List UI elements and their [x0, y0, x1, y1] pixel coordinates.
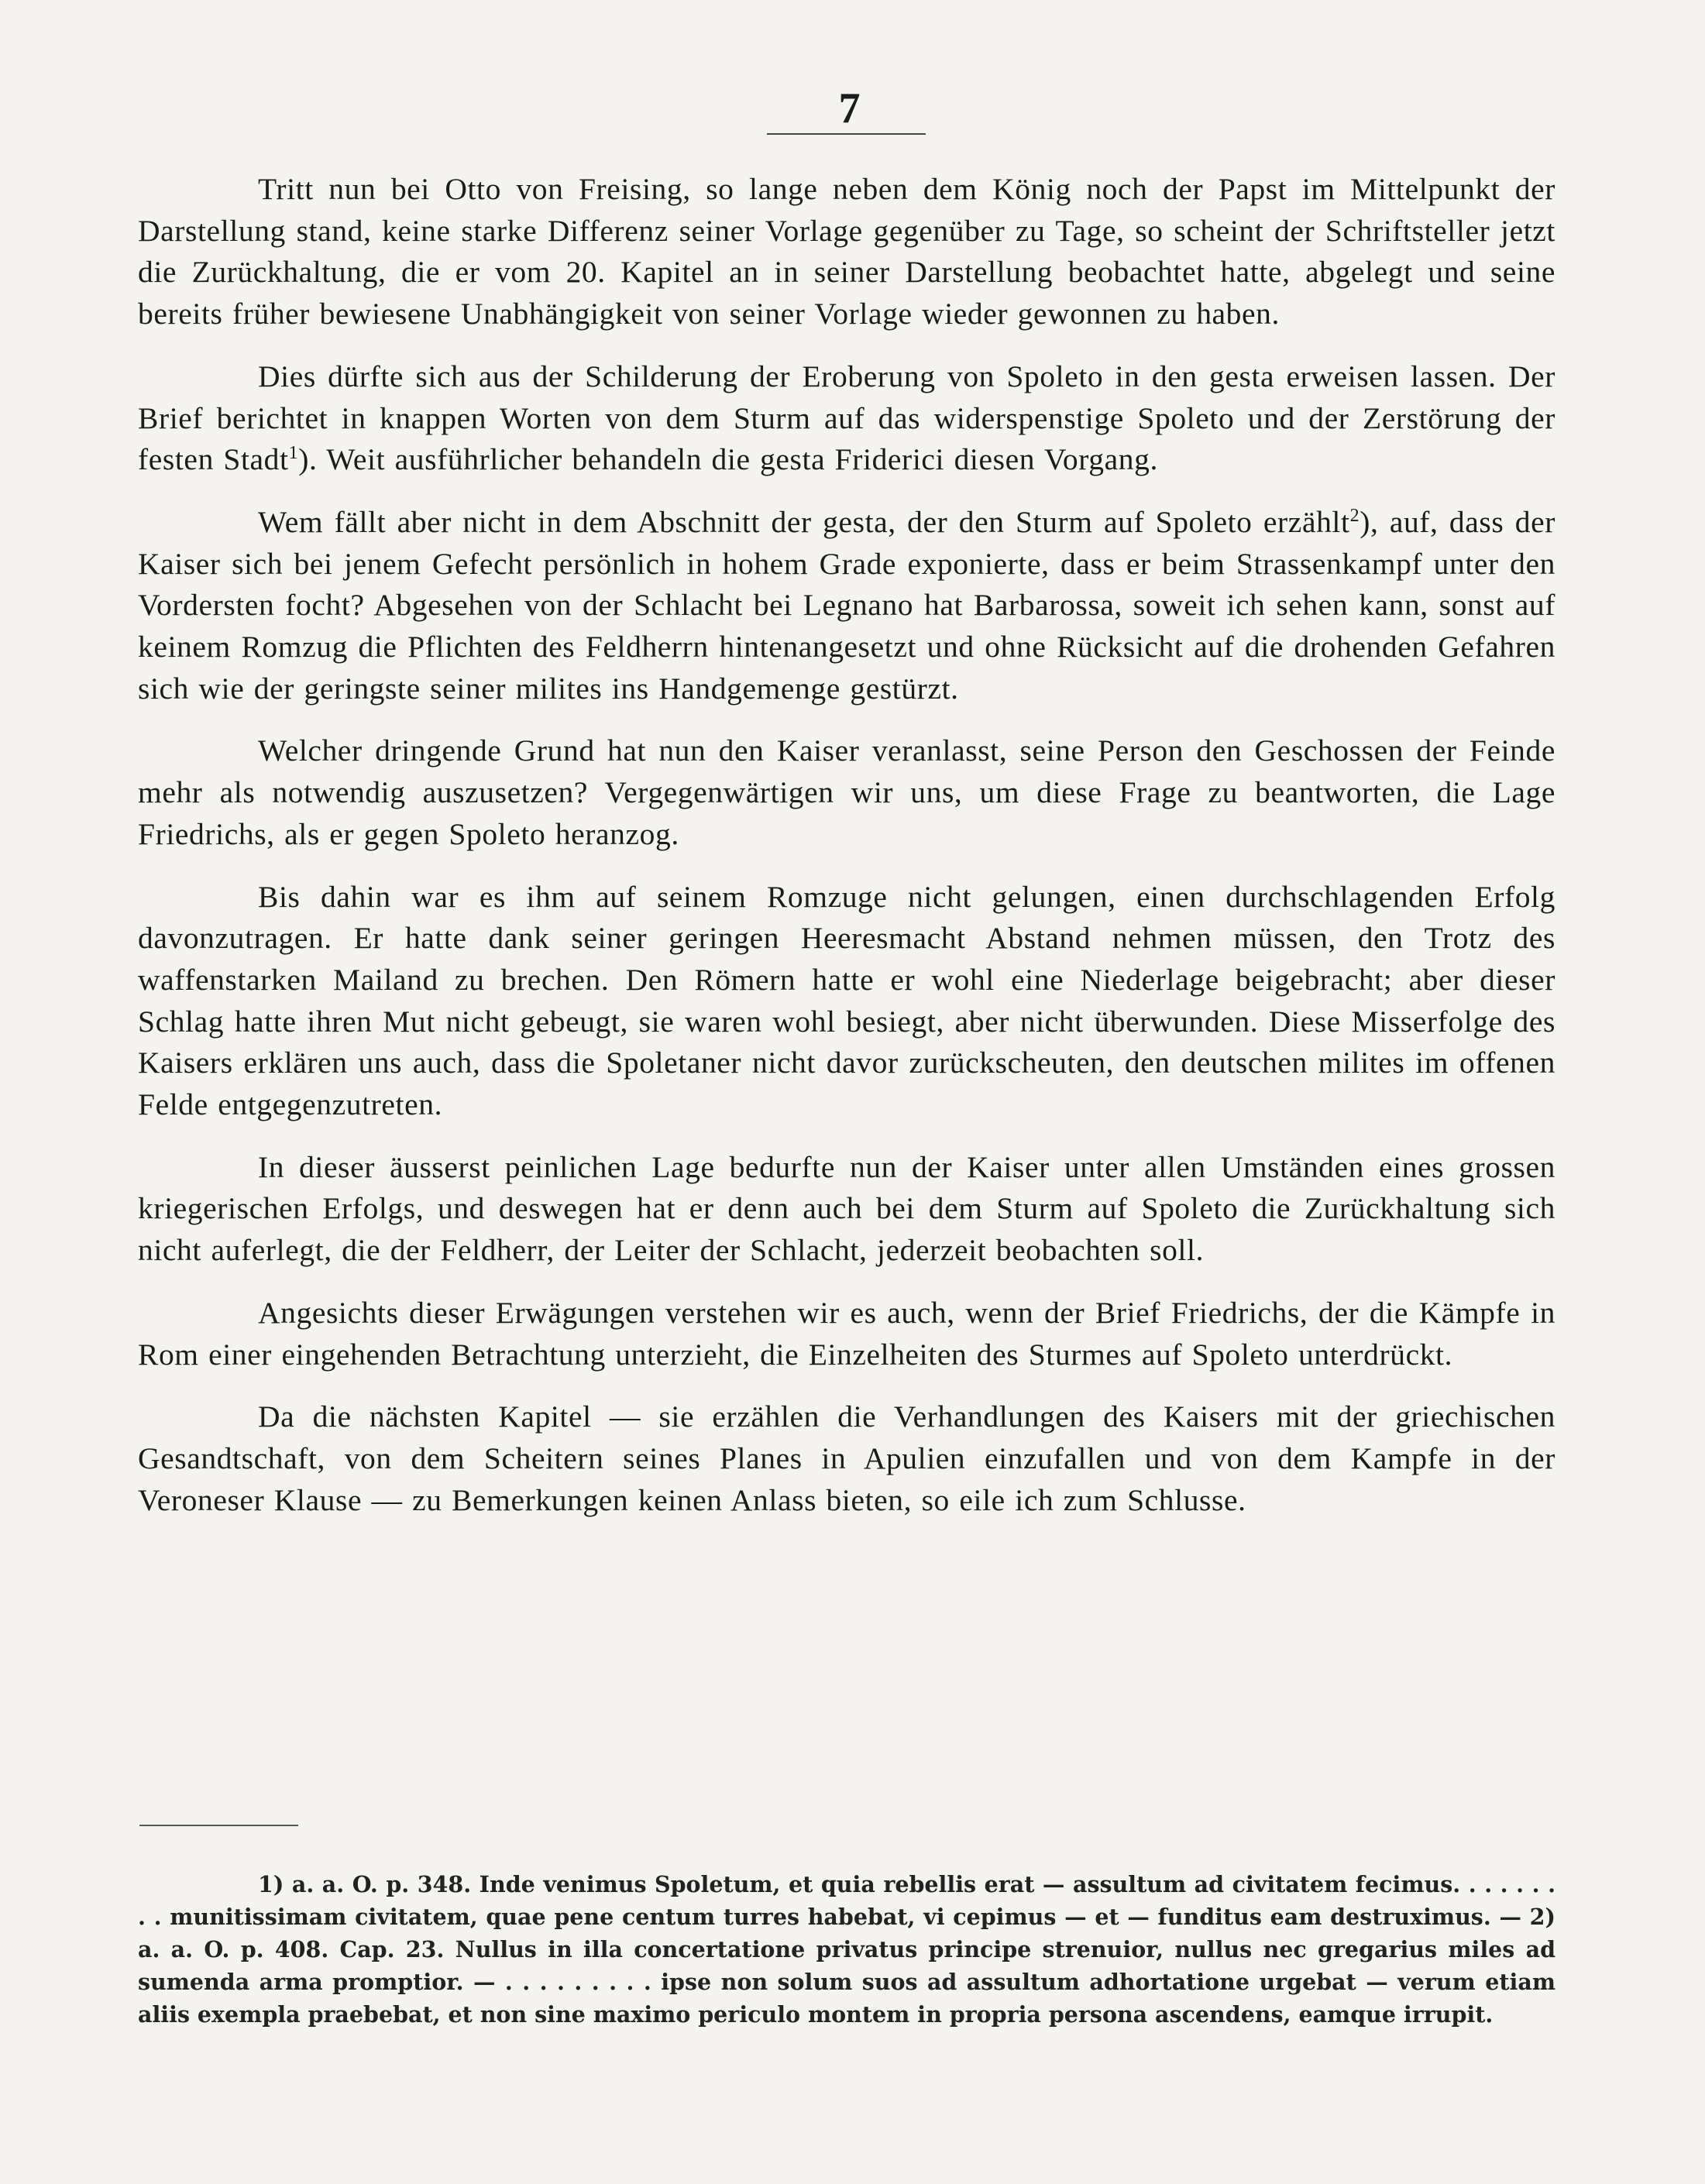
- paragraph-3-text: Wem fällt aber nicht in dem Abschnitt der gesta, der den Sturm auf Spoleto erzählt: [258, 504, 1350, 539]
- paragraph-2: [138, 356, 1555, 481]
- paragraph-4: Welcher dringende Grund hat nun den Kaiser veranlasst, seine Person den Geschossen der Feinde mehr als notwendig auszusetzen? Vergegenwärtigen wir uns, um diese Frage zu beantworten, die Lage Friedrichs, als er gegen Spoleto heranzog.: [138, 733, 1555, 851]
- footnote-text: 1) a. a. O. p. 348. Inde venimus Spoletum, et quia rebellis erat — assultum ad civitatem fecimus. . . . . . . . . munitissimam civitatem, quae pene centum turres habebat, vi cepimus — et — funditus eam destruximus. — 2) a. a. O. p. 408. Cap. 23. Nullus in illa concertatione privatus principe strenuior, nullus nec gregarius miles ad sumenda arma promptior. — . . . . . . . . . ipse non solum suos ad assultum adhortatione urgebat — verum etiam aliis exempla praebebat, et non sine maximo periculo montem in propria persona ascendens, eamque irrupit.: [138, 1871, 1555, 2028]
- paragraph-2-text: Dies dürfte sich aus der Schilderung der Eroberung von Spoleto in den gesta erweisen lassen. Der Brief berichtet in knappen Worten von dem Sturm auf das widerspenstige Spoleto und der Zerstörung der festen Stadt: [138, 359, 1555, 477]
- paragraph-3: [138, 502, 1555, 710]
- footnote-rule: [139, 1825, 298, 1826]
- page-number-rule: [767, 133, 926, 135]
- paragraph-2-tail: ). Weit ausführlicher behandeln die gesta Friderici diesen Vorgang.: [298, 442, 1158, 477]
- paragraph-6: In dieser äusserst peinlichen Lage bedurfte nun der Kaiser unter allen Umständen eines grossen kriegerischen Erfolgs, und deswegen hat er denn auch bei dem Sturm auf Spoleto die Zurückhaltung sich nicht auferlegt, die der Feldherr, der Leiter der Schlacht, jederzeit beobachten soll.: [138, 1149, 1555, 1268]
- page-number-text: 7: [838, 84, 861, 132]
- paragraph-3-tail: ), auf, dass der Kaiser sich bei jenem Gefecht persönlich in hohem Grade exponierte, dass er beim Strassenkampf unter den Vordersten focht? Abgesehen von der Schlacht bei Legnano hat Barbarossa, soweit ich sehen kann, sonst auf keinem Romzug die Pflichten des Feldherrn hintenangesetzt und ohne Rücksicht auf die drohenden Gefahren sich wie der geringste seiner milites ins Handgemenge gestürzt.: [138, 504, 1555, 706]
- page-number: [0, 84, 1705, 133]
- body-text: [138, 169, 1555, 1542]
- footnote-ref-1: 1: [288, 443, 299, 464]
- paragraph-1: Tritt nun bei Otto von Freising, so lange neben dem König noch der Papst im Mittelpunkt der Darstellung stand, keine starke Differenz seiner Vorlage gegenüber zu Tage, so scheint der Schriftsteller jetzt die Zurückhaltung, die er vom 20. Kapitel an in seiner Darstellung beobachtet hatte, abgelegt und seine bereits früher bewiesene Unabhängigkeit von seiner Vorlage wieder gewonnen zu haben.: [138, 172, 1555, 331]
- paragraph-5: Bis dahin war es ihm auf seinem Romzuge nicht gelungen, einen durchschlagenden Erfolg davonzutragen. Er hatte dank seiner geringen Heeresmacht Abstand nehmen müssen, den Trotz des waffenstarken Mailand zu brechen. Den Römern hatte er wohl eine Niederlage beigebracht; aber dieser Schlag hatte ihren Mut nicht gebeugt, sie waren wohl besiegt, aber nicht überwunden. Diese Misserfolge des Kaisers erklären uns auch, dass die Spoletaner nicht davor zurückscheuten, den deutschen milites im offenen Felde entgegenzutreten.: [138, 879, 1555, 1122]
- paragraph-8: Da die nächsten Kapitel — sie erzählen die Verhandlungen des Kaisers mit der griechischen Gesandtschaft, von dem Scheitern seines Planes in Apulien einzufallen und von dem Kampfe in der Veroneser Klause — zu Bemerkungen keinen Anlass bieten, so eile ich zum Schlusse.: [138, 1399, 1555, 1517]
- footnote-ref-2: 2: [1349, 505, 1360, 526]
- paragraph-7: Angesichts dieser Erwägungen verstehen wir es auch, wenn der Brief Friedrichs, der die Kämpfe in Rom einer eingehenden Betrachtung unterzieht, die Einzelheiten des Sturmes auf Spoleto unterdrückt.: [138, 1295, 1555, 1372]
- footnotes: [138, 1868, 1555, 2031]
